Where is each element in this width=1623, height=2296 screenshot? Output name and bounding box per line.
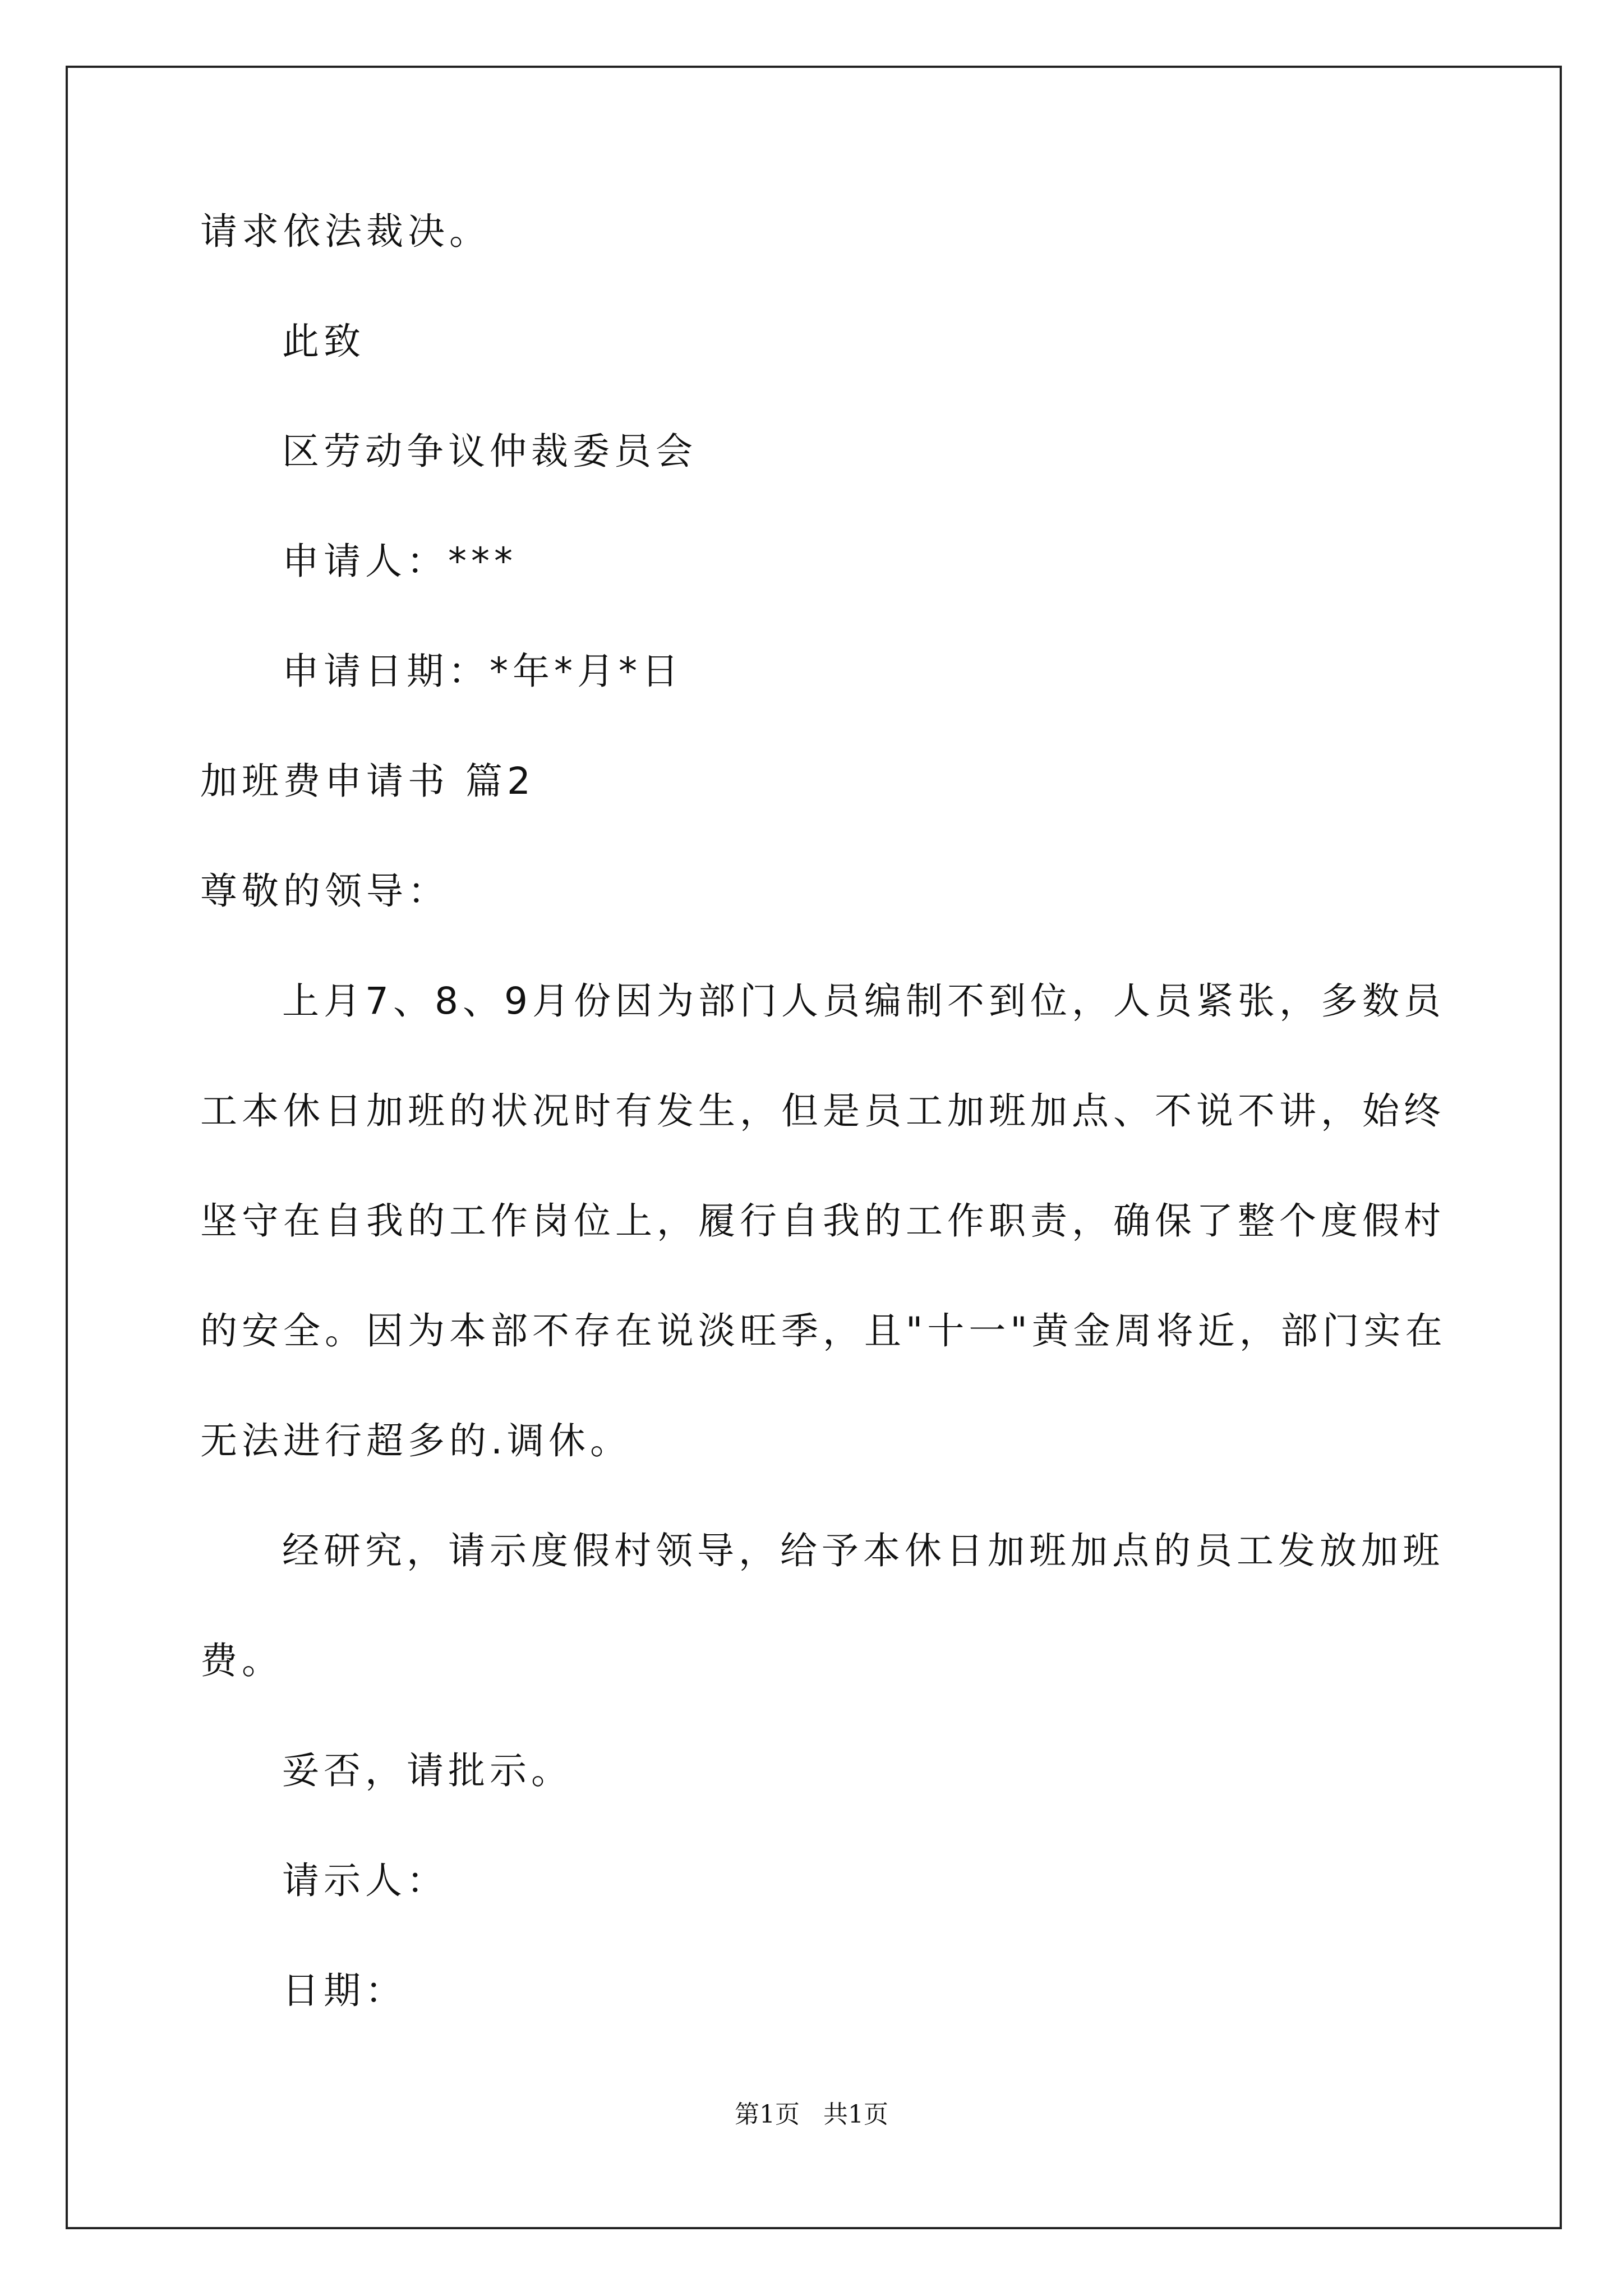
- text-line-application-date: 申请日期：*年*月*日: [282, 650, 683, 693]
- text-line-approval-request: 妥否，请批示。: [282, 1749, 573, 1792]
- paragraph-line: 坚守在自我的工作岗位上，履行自我的工作职责，确保了整个度假村: [200, 1199, 1445, 1243]
- text-line-requester: 请示人：: [282, 1859, 448, 1902]
- text-line-recipient: 区劳动争议仲裁委员会: [282, 430, 697, 473]
- paragraph-line: 费。: [200, 1639, 283, 1682]
- paragraph-line: 无法进行超多的.调休。: [200, 1419, 631, 1462]
- paragraph-line: 工本休日加班的状况时有发生，但是员工加班加点、不说不讲，始终: [200, 1089, 1445, 1133]
- text-line-ruling-request: 请求依法裁决。: [200, 210, 491, 253]
- section-heading: 加班费申请书 篇2: [200, 760, 535, 803]
- paragraph-line: 的安全。因为本部不存在说淡旺季，且"十一"黄金周将近，部门实在: [200, 1309, 1447, 1352]
- text-line-salutation-closing: 此致: [282, 320, 365, 363]
- text-line-greeting: 尊敬的领导：: [200, 869, 449, 913]
- paragraph-line: 上月7、8、9月份因为部门人员编制不到位，人员紧张，多数员: [282, 979, 1445, 1023]
- text-line-date: 日期：: [282, 1969, 407, 2012]
- page-footer: 第1页 共1页: [735, 2100, 888, 2129]
- paragraph-line: 经研究，请示度假村领导，给予本休日加班加点的员工发放加班: [282, 1529, 1444, 1572]
- text-line-applicant: 申请人：***: [282, 540, 517, 583]
